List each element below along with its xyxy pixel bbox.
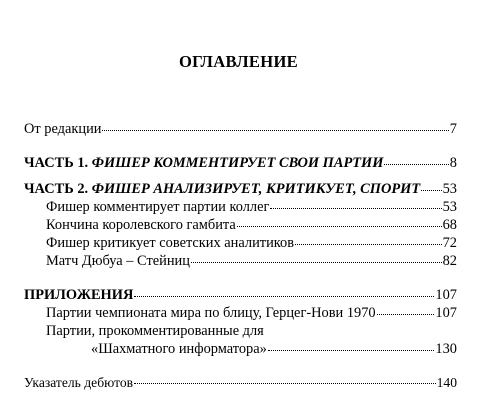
toc-entry-label: Матч Дюбуа – Стейниц [46, 253, 190, 269]
toc-entry-part-2 [24, 181, 457, 198]
dot-leader [134, 382, 436, 384]
dot-leader [102, 129, 448, 131]
toc-entry-editorial [24, 121, 457, 138]
toc-page-number: 82 [442, 253, 457, 269]
dot-leader [191, 261, 442, 263]
toc-page-number: 107 [435, 305, 457, 321]
toc-entry-subsection [91, 341, 457, 358]
toc-entry-subsection [46, 235, 457, 252]
dot-leader [377, 313, 435, 315]
toc-entry-label: Партии, прокомментированные для [46, 323, 264, 339]
toc-page-number: 53 [442, 181, 457, 197]
toc-entry-label: Указатель дебютов [24, 375, 134, 390]
toc-entry-label [24, 155, 383, 172]
part-number: ЧАСТЬ 2. [24, 181, 89, 197]
toc-entry-index [24, 374, 457, 391]
dot-leader [384, 163, 448, 165]
appendix-title: ПРИЛОЖЕНИЯ [24, 287, 134, 303]
toc-entry-label: Фишер комментирует партии коллег [46, 199, 270, 215]
dot-leader [134, 295, 434, 297]
toc-entry-label [24, 287, 133, 304]
toc-entry-label: Кончина королевского гамбита [46, 217, 236, 233]
part-title: ФИШЕР КОММЕНТИРУЕТ СВОИ ПАРТИИ [88, 155, 384, 171]
toc-entry-subsection [46, 199, 457, 216]
toc-page-number: 7 [449, 121, 457, 137]
toc-entry-subsection [46, 305, 457, 322]
toc-page-number: 140 [436, 375, 457, 390]
dot-leader [295, 243, 442, 245]
toc-entry-label [24, 181, 420, 198]
toc-page-number: 8 [449, 155, 457, 171]
toc-entry-appendix [24, 287, 457, 304]
toc-page-number: 107 [435, 287, 457, 303]
dot-leader [268, 349, 435, 351]
toc-page-number: 68 [442, 217, 457, 233]
part-title: ФИШЕР АНАЛИЗИРУЕТ, КРИТИКУЕТ, СПОРИТ [88, 181, 421, 197]
dot-leader [270, 207, 441, 209]
toc-entry-label: Партии чемпионата мира по блицу, Герцег-Нови 1970 [46, 305, 376, 321]
toc-page-number: 130 [435, 341, 457, 357]
toc-entry-label: Фишер критикует советских аналитиков [46, 235, 295, 251]
toc-page-number: 53 [442, 199, 457, 215]
toc-entry-subsection [46, 217, 457, 234]
dot-leader [421, 189, 441, 191]
toc-entry-subsection [46, 253, 457, 270]
part-number: ЧАСТЬ 1. [24, 155, 89, 171]
toc-entry-part-1 [24, 155, 457, 172]
toc-title: ОГЛАВЛЕНИЕ [178, 52, 299, 71]
toc-entry-label-continuation: «Шахматного информатора» [91, 341, 267, 357]
toc-page-number: 72 [442, 235, 457, 251]
toc-entry-label: От редакции [24, 121, 102, 137]
dot-leader [237, 225, 442, 227]
